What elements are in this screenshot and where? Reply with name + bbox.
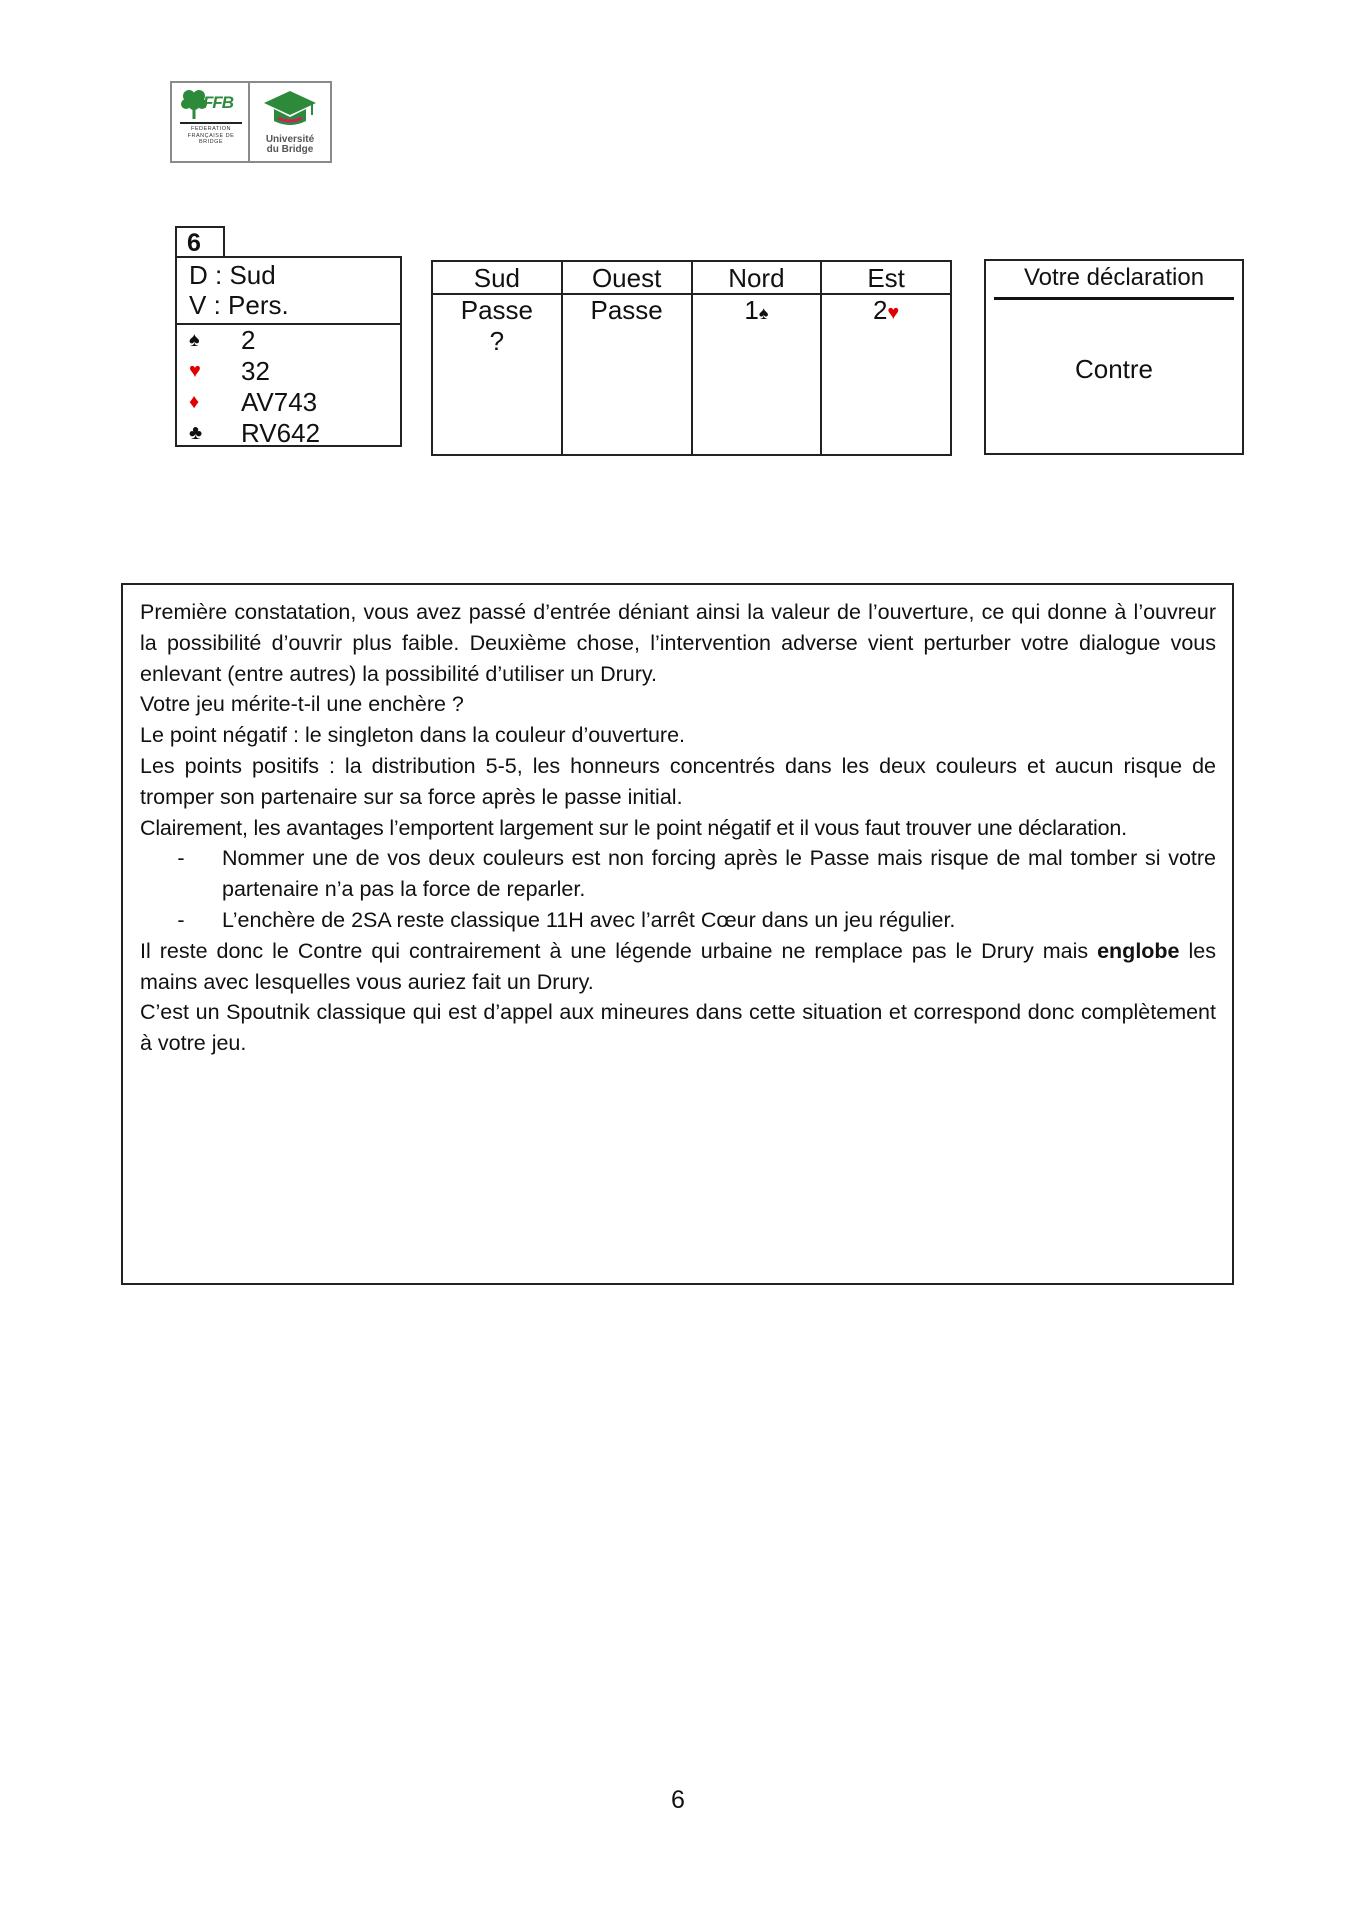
bid-column-ouest (563, 262, 693, 454)
vulnerability-label: V : Pers. (189, 290, 289, 320)
commentary-box (121, 583, 1234, 1285)
page-number: 6 (671, 1786, 685, 1814)
bullet-dash: - (177, 846, 185, 871)
declaration-box (984, 259, 1244, 455)
hearts-row (189, 356, 400, 387)
hand-suits (177, 325, 400, 449)
comment-p6-bold: englobe (1097, 938, 1180, 963)
bid-est-1 (822, 295, 950, 329)
bid-nord-level: 1 (744, 295, 759, 325)
hearts-cards: 32 (241, 356, 270, 386)
bidding-table (431, 260, 952, 456)
bid-header-nord: Nord (693, 262, 821, 295)
bid-column-est (822, 262, 950, 454)
universite-line2: du Bridge (266, 144, 314, 155)
heart-icon: ♥ (189, 360, 201, 382)
hand-box (175, 256, 402, 447)
bullet-dash: - (177, 907, 185, 932)
comment-p6-start: Il reste donc le Contre qui contrairement à une légende urbaine ne remplace pas le Drury mais (140, 938, 1098, 963)
bid-ouest-1: Passe (590, 295, 663, 325)
diamonds-row (189, 387, 400, 418)
ffb-letters: FFB (203, 93, 234, 112)
bid-column-sud (433, 262, 563, 454)
comment-paragraph-1: Première constatation, vous avez passé d’entrée déniant ainsi la valeur de l’ouverture, ce qui donne à l’ouvreur la possibilité d’ouvrir plus faible. Deuxième chose, l’intervention adverse vient perturber votre dialogue vous enlevant (entre autres) la possibilité d’utiliser un Drury. (140, 600, 1216, 686)
bid-sud-1: Passe (460, 295, 533, 325)
diamond-icon: ♦ (189, 391, 200, 413)
bid-nord-1 (693, 295, 821, 329)
universite-logo (250, 83, 330, 161)
declaration-title: Votre déclaration (994, 261, 1234, 300)
comment-p6-end: les mains avec lesquelles vous auriez fait un Drury. (140, 938, 1216, 994)
ffb-logo (172, 83, 250, 161)
declaration-answer: Contre (1074, 354, 1154, 384)
bullet-item-2 (140, 905, 1216, 936)
diamonds-cards: AV743 (241, 387, 318, 417)
universite-text (250, 135, 330, 155)
dealer-label: D : Sud (189, 260, 276, 290)
spades-row (189, 325, 400, 356)
club-icon: ♣ (189, 422, 203, 444)
bid-header-sud: Sud (433, 262, 561, 295)
comment-paragraph-4: Les points positifs : la distribution 5-5, les honneurs concentrés dans les deux couleurs et aucun risque de tromper son partenaire sur sa force après le passe initial. (140, 753, 1216, 809)
bullet-item-1 (140, 843, 1216, 905)
clubs-row (189, 418, 400, 449)
deal-info (177, 258, 400, 325)
bullet-text-2: L’enchère de 2SA reste classique 11H avec l’arrêt Cœur dans un jeu régulier. (222, 907, 956, 932)
heart-icon: ♥ (887, 302, 900, 324)
spade-icon: ♠ (758, 303, 769, 323)
bid-est-level: 2 (872, 295, 888, 325)
bid-header-est: Est (822, 262, 950, 295)
clubs-cards: RV642 (241, 418, 321, 448)
deal-number: 6 (175, 226, 225, 256)
logo (170, 81, 332, 163)
spades-cards: 2 (241, 325, 256, 355)
logo-divider (180, 122, 242, 124)
bullet-text-1: Nommer une de vos deux couleurs est non forcing après le Passe mais risque de mal tomber si votre partenaire n’a pas la force de reparler. (222, 846, 1216, 902)
bid-header-ouest: Ouest (563, 262, 691, 295)
ffb-subtitle: FEDERATION FRANÇAISE DE BRIDGE (187, 126, 235, 145)
bid-sud-2: ? (489, 326, 505, 356)
universite-line1: Université (265, 134, 315, 145)
comment-paragraph-7: C’est un Spoutnik classique qui est d’appel aux mineures dans cette situation et correspond donc complètement à votre jeu. (140, 1000, 1216, 1056)
comment-paragraph-6 (140, 936, 1216, 998)
graduation-cap-icon (262, 89, 318, 131)
comment-paragraph-2: Votre jeu mérite-t-il une enchère ? (140, 692, 464, 717)
bid-column-nord (693, 262, 823, 454)
comment-paragraph-3: Le point négatif : le singleton dans la couleur d’ouverture. (140, 723, 686, 748)
comment-paragraph-5: Clairement, les avantages l’emportent largement sur le point négatif et il vous faut trouver une déclaration. (140, 815, 1127, 840)
spade-icon: ♠ (189, 329, 200, 351)
